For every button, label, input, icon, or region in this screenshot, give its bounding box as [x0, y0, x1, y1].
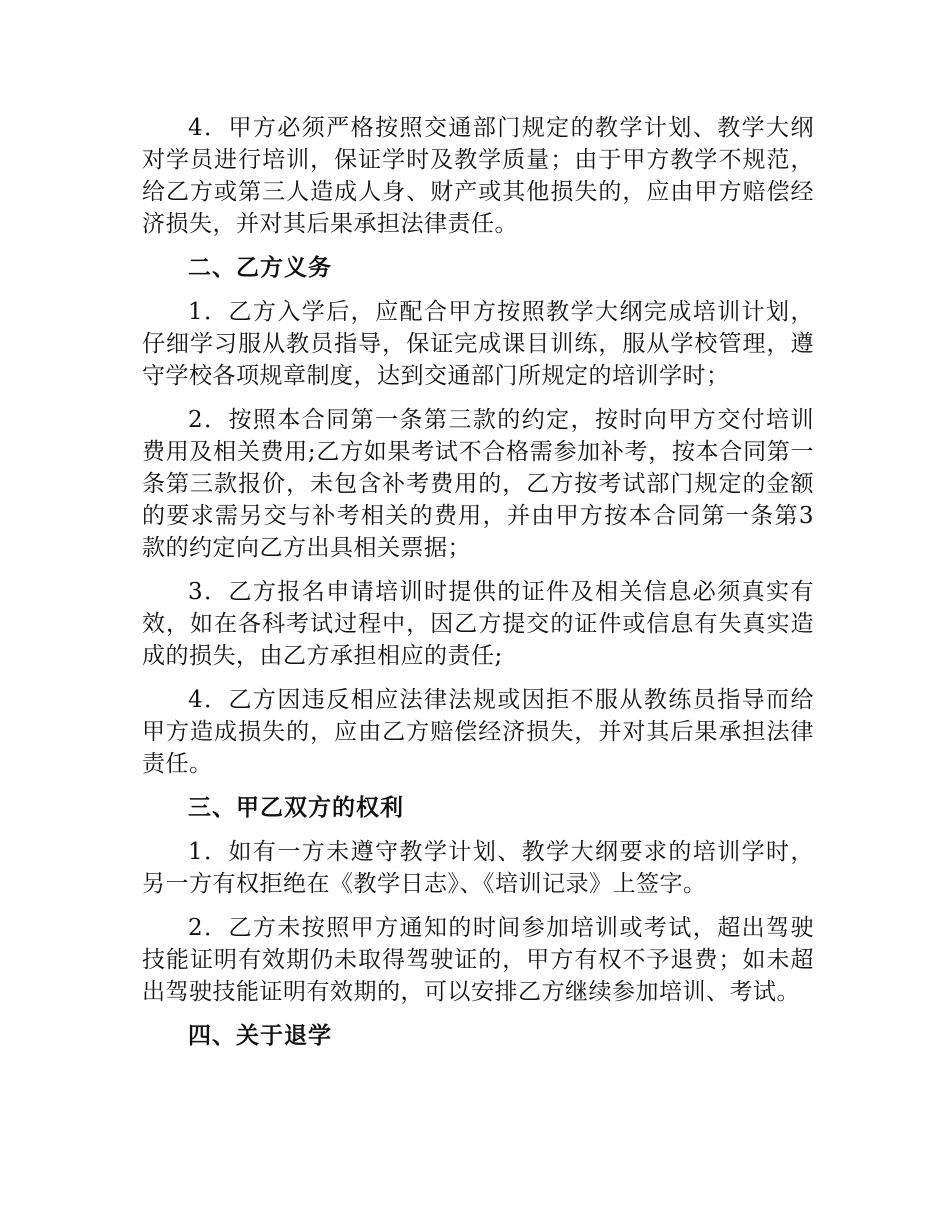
clause-a4-paragraph: 4．甲方必须严格按照交通部门规定的教学计划、教学大纲对学员进行培训，保证学时及教学质量；由于甲方教学不规范，给乙方或第三人造成人身、财产或其他损失的，应由甲方赔偿经济损失，并对其后果承担法律责任。: [142, 115, 814, 237]
document-page: [142, 112, 814, 1064]
clause-b4-paragraph: 4．乙方因违反相应法律法规或因拒不服从教练员指导而给甲方造成损失的，应由乙方赔偿经济损失，并对其后果承担法律责任。: [142, 687, 814, 777]
clause-b1-paragraph: 1．乙方入学后，应配合甲方按照教学大纲完成培训计划，仔细学习服从教员指导，保证完成课目训练，服从学校管理，遵守学校各项规章制度，达到交通部门所规定的培训学时；: [142, 299, 814, 389]
clause-b2-paragraph: 2．按照本合同第一条第三款的约定，按时向甲方交付培训费用及相关费用;乙方如果考试不合格需参加补考，按本合同第一条第三款报价，未包含补考费用的，乙方按考试部门规定的金额的要求需另交与补考相关的费用，并由甲方按本合同第一条第3款的约定向乙方出具相关票据；: [142, 407, 814, 561]
section-heading-party-b-obligations: 二、乙方义务: [188, 255, 332, 281]
clause-b3-paragraph: 3．乙方报名申请培训时提供的证件及相关信息必须真实有效，如在各科考试过程中，因乙方提交的证件或信息有失真实造成的损失，由乙方承担相应的责任;: [142, 579, 814, 669]
clause-c1-paragraph: 1．如有一方未遵守教学计划、教学大纲要求的培训学时，另一方有权拒绝在《教学日志》、《培训记录》上签字。: [142, 839, 814, 897]
section-heading-withdrawal: 四、关于退学: [188, 1023, 332, 1049]
clause-c2-paragraph: 2．乙方未按照甲方通知的时间参加培训或考试，超出驾驶技能证明有效期仍未取得驾驶证的，甲方有权不予退费；如未超出驾驶技能证明有效期的，可以安排乙方继续参加培训、考试。: [142, 915, 814, 1005]
section-heading-mutual-rights: 三、甲乙双方的权利: [188, 795, 404, 821]
